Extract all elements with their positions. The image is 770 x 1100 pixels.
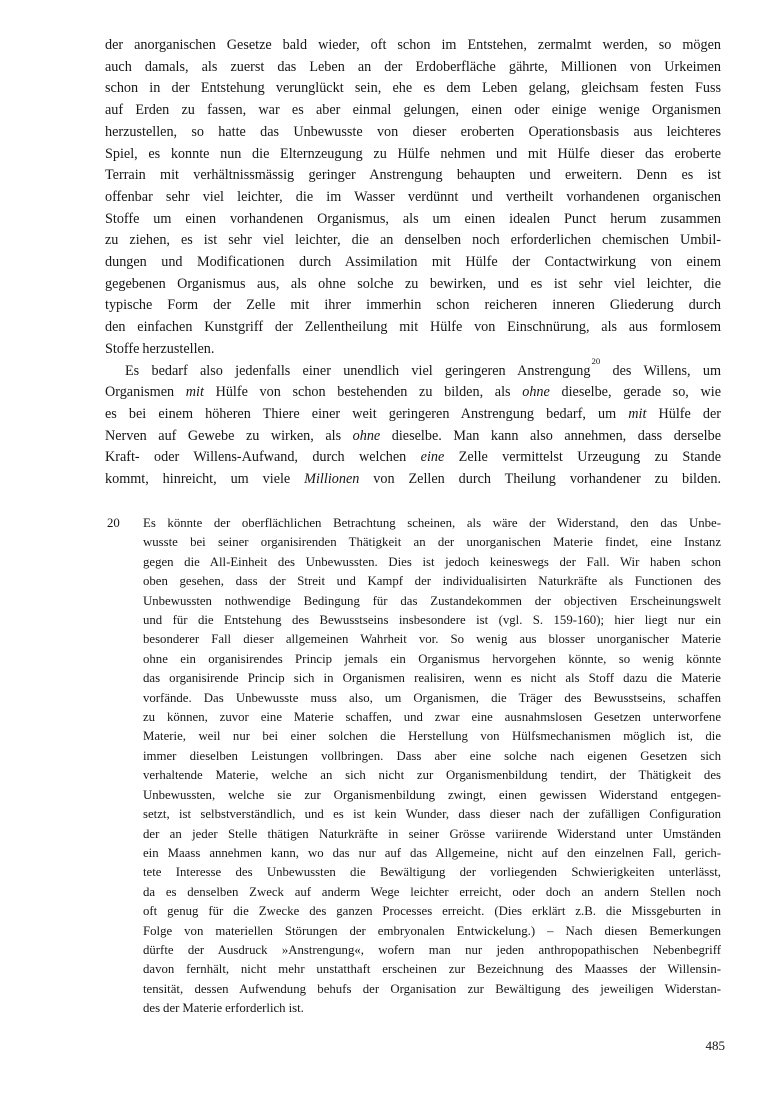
text-run: Organismen: [105, 384, 186, 401]
text-line: den einfachen Kunstgriff der Zellentheilung mit Hülfe von Einschnürung, als aus formlosem: [105, 319, 721, 336]
text-run: Hülfe von schon bestehenden zu bilden, als: [203, 384, 523, 401]
text-line: [105, 426, 721, 448]
footnote-line: Materie, weil nur bei einer solchen die Herstellung von Hülfsmechanismen möglich ist, die: [143, 729, 721, 744]
text-run: Nerven auf Gewebe zu wirken, als: [105, 427, 353, 444]
text-run: es bei einem höheren Thiere einer weit geringeren Anstrengung bedarf, um: [105, 405, 629, 422]
footnote-line: der an jeder Stelle thätigen Naturkräfte in seiner Grösse variirende Widerstand unter Umständen: [143, 826, 721, 841]
footnote-line: davon fernhält, nicht mehr unstatthaft erscheinen zur Bezeichnung des Maasses der Willensin-: [143, 962, 721, 977]
footnote-line: Unbewussten, welche sie zur Organismenbildung zwingt, einen gewissen Widerstand entgegen-: [143, 787, 721, 802]
footnote-line: oft genug für die Zwecke des ganzen Processes erreicht. (Dies erklärt z.B. die Missgeburten in: [143, 904, 721, 919]
footnote-line: des der Materie erforderlich ist.: [143, 1001, 304, 1016]
text-run: Hülfe der: [646, 405, 722, 422]
text-line: Stoffe um einen vorhandenen Organismus, als um einen idealen Punct herum zusammen: [105, 210, 721, 227]
paragraph-1: [105, 35, 721, 361]
text-line: typische Form der Zelle mit ihrer immerhin schon reicheren inneren Gliederung durch: [105, 297, 721, 314]
footnote-ref: 20: [591, 355, 601, 366]
footnote-line: das organisirende Princip sich in Organismen realisiren, wenn es nicht als Stoff dazu die Materie: [143, 671, 721, 686]
footnote-line: vorfände. Das Unbewusste muss also, um Organismen, die Träger des Bewusstseins, schaffen: [143, 690, 721, 705]
text-line: gegebenen Organismus aus, als ohne solche zu bewirken, und es ist sehr viel leichter, die: [105, 275, 721, 292]
footnote-number: 20: [107, 516, 120, 530]
footnote-line: tensität, dessen Aufwendung behufs der Organisation zur Bewältigung des jeweiligen Widerstan-: [143, 981, 721, 996]
footnote-line: und für die Entstehung des Bewusstseins insbesondere ist (vgl. S. 159-160); hier liegt nur ein: [143, 613, 721, 628]
text-run: Es bedarf also jedenfalls einer unendlich viel geringeren Anstrengung: [125, 362, 591, 379]
text-line: [105, 469, 721, 491]
text-line: [105, 447, 721, 469]
text-line: Spiel, es konnte nun die Elternzeugung zu Hülfe nehmen und mit Hülfe dieser das eroberte: [105, 145, 721, 162]
italic-run: mit: [185, 384, 204, 401]
text-run: kommt, hinreicht, um viele: [105, 471, 305, 488]
paragraph-2: [105, 355, 722, 491]
text-line: Stoffe herzustellen.: [105, 340, 215, 357]
text-run: von Zellen durch Theilung vorhandener zu bilden.: [359, 471, 721, 488]
text-run: Zelle vermittelst Urzeugung zu Stande: [444, 449, 721, 466]
text-run: dieselbe. Man kann also annehmen, dass derselbe: [380, 427, 721, 444]
footnote-line: verhaltende Materie, welche an sich nicht zur Organismenbildung tendirt, der Thätigkeit des: [143, 768, 721, 783]
text-run: des Willens, um: [600, 362, 721, 379]
footnote-text: [143, 514, 721, 1019]
text-line: auch damals, als zuerst das Leben an der Erdoberfläche gährte, Millionen von Urkeimen: [105, 58, 721, 75]
text-line: dungen und Modificationen durch Assimilation mit Hülfe der Contactwirkung von einem: [105, 254, 721, 271]
text-run: Kraft- oder Willens-Aufwand, durch welchen: [105, 449, 421, 466]
page-number: 485: [705, 1038, 725, 1053]
text-line: schon in der Entstehung verunglückt sein, ehe es dem Leben gelang, gleichsam festen Fuss: [105, 80, 721, 97]
text-line: der anorganischen Gesetze bald wieder, oft schon im Entstehen, zermalmt werden, so mögen: [105, 37, 721, 53]
text-run: dieselbe, gerade so, wie: [549, 384, 721, 401]
footnote-line: ohne ein organisirendes Princip jemals ein Organismus hervorgehen könnte, so wenig könnte: [143, 651, 721, 666]
italic-run: ohne: [522, 384, 550, 401]
footnote-line: tete Interesse des Unbewussten die Bewältigung der vorliegenden Schwierigkeiten unterlässt,: [143, 865, 721, 880]
footnote-line: immer dieselben Leistungen vollbringen. Dass aber eine solche nach eigenen Gesetzen sich: [143, 748, 721, 763]
text-line: [105, 382, 721, 404]
footnote-line: da es denselben Zweck auf anderm Wege leichter erreicht, oder doch an andern Stellen noch: [143, 884, 721, 899]
footnote-line: setzt, ist selbstverständlich, und es ist kein Wunder, dass dieser nach der zufälligen Configuration: [143, 807, 721, 822]
footnote-line: oben gesehen, dass der Streit und Kampf der individualisirten Naturkräfte als Functionen des: [143, 574, 721, 589]
italic-run: eine: [420, 449, 445, 466]
text-line: herzustellen, so hatte das Unbewusste von dieser eroberten Operationsbasis aus leichteres: [105, 123, 721, 140]
footnote-line: dürfte der Ausdruck »Anstrengung«, wofern man nur jeden anthropopathischen Nebenbegriff: [143, 942, 721, 957]
footnote-line: zu können, zuvor eine Materie schaffen, und zwar eine ausnahmslosen Gesetzen unterworfene: [143, 710, 721, 725]
italic-run: mit: [628, 405, 647, 422]
text-line: offenbar sehr viel leichter, die im Wasser verdünnt und vertheilt vorhandenen organischen: [105, 188, 721, 205]
footnote-line: Folge von materiellen Störungen der embryonalen Entwickelung.) – Nach diesen Bemerkungen: [143, 923, 721, 938]
text-line: Terrain mit verhältnissmässig geringer Anstrengung behaupten und erweitern. Denn es ist: [105, 167, 721, 184]
main-text: [105, 35, 721, 491]
text-line: auf Erden zu fassen, war es aber einmal gelungen, einen oder einige wenige Organismen: [105, 102, 721, 119]
text-line: [105, 355, 721, 383]
italic-run: Millionen: [304, 471, 360, 488]
footnote-line: gegen die All-Einheit des Unbewussten. Dies ist jedoch keineswegs der Fall. Wir haben schon: [143, 554, 721, 569]
footnote-line: wusste bei seiner organisirenden Thätigkeit an der unorganischen Materie findet, eine Instanz: [143, 535, 721, 550]
footnote-line: Unbewussten nothwendige Bedingung für das Zustandekommen der objectiven Erscheinungswelt: [143, 593, 721, 608]
footnote-line: ein Maass annehmen kann, wo das nur auf das Allgemeine, nicht auf den einzelnen Fall, gerich-: [143, 845, 721, 860]
italic-run: ohne: [352, 427, 381, 444]
text-line: zu ziehen, es ist sehr viel leichter, die an denselben noch erforderlichen chemischen Umbil-: [105, 232, 721, 249]
footnote-line: Es könnte der oberflächlichen Betrachtung scheinen, als wäre der Widerstand, den das Unbe-: [143, 516, 721, 530]
text-line: [105, 404, 721, 426]
footnote-line: besonderer Fall dieser allgemeinen Wahrheit vor. So wenig aus blosser unorganischer Materie: [143, 632, 721, 647]
footnote-block: [105, 514, 721, 1019]
